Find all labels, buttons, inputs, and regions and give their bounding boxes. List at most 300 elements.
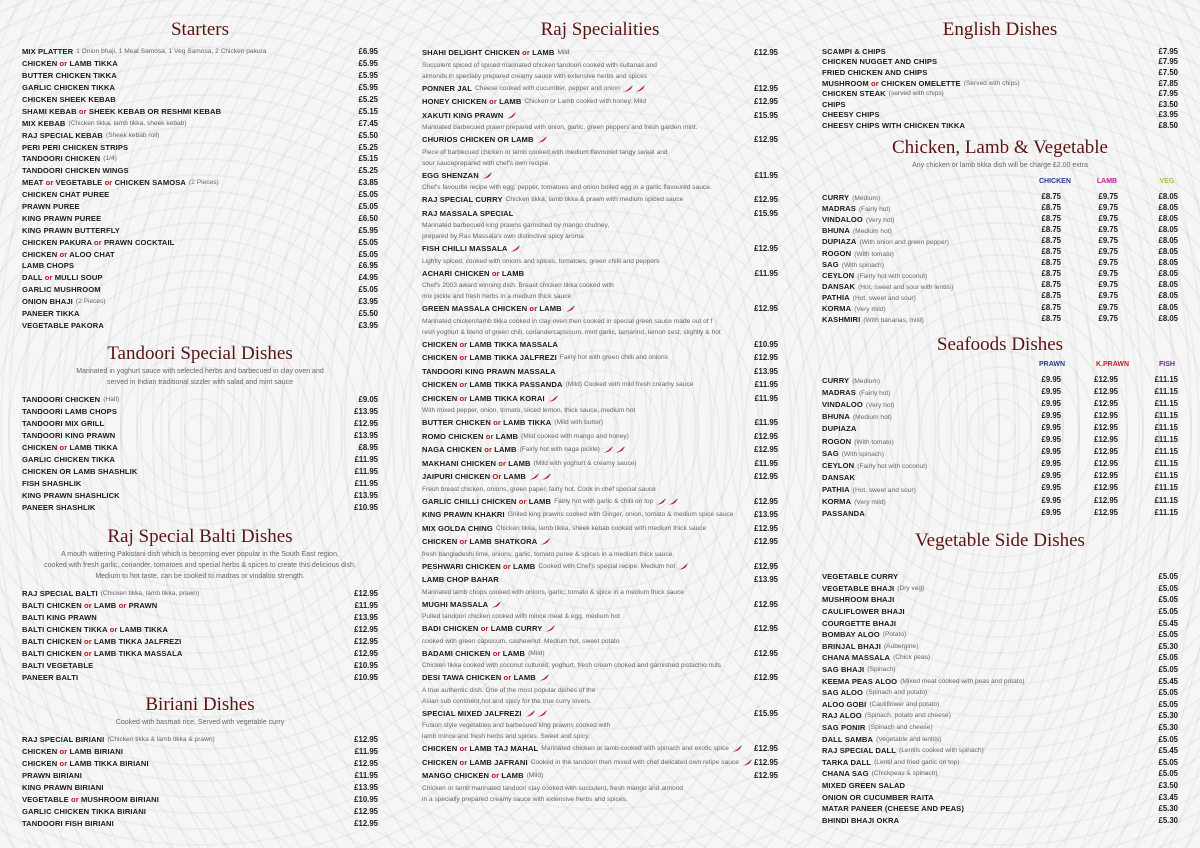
item-note: (Chickpeas & spinach)	[871, 770, 938, 778]
column-header-label: CHICKEN	[1039, 178, 1071, 186]
item-price: £5.05	[1158, 699, 1178, 709]
item-note: (With onion and green pepper)	[859, 239, 949, 247]
item-price: £11.95	[754, 170, 778, 180]
item-price: £5.45	[1158, 746, 1178, 756]
menu-item	[822, 265, 1178, 280]
item-name: EGG SHENZAN	[422, 170, 479, 180]
item-price-k-prawn: £12.95	[1094, 374, 1118, 384]
item-name: FRIED CHICKEN AND CHIPS	[822, 67, 928, 77]
chilli-rating	[491, 601, 501, 608]
menu-item	[22, 733, 378, 745]
menu-item	[422, 522, 778, 536]
menu-item	[22, 453, 378, 465]
item-note: Mild	[557, 49, 570, 57]
menu-item	[422, 82, 778, 96]
item-name: TARKA DALL	[822, 757, 872, 767]
menu-item	[22, 117, 378, 129]
item-price: £11.95	[754, 268, 778, 278]
section-balti	[22, 525, 378, 683]
item-price: £12.95	[754, 83, 778, 93]
item-price: £11.95	[754, 380, 778, 390]
or-connector: or	[45, 178, 54, 188]
item-price: £5.95	[358, 71, 378, 81]
menu-item	[822, 382, 1178, 398]
menu-item	[822, 394, 1178, 410]
item-name: SHAMI KEBAB or SHEEK KEBAB OR RESHMI KEBAB	[22, 106, 222, 116]
item-note: (served with chips)	[888, 90, 944, 98]
item-description: Marinated chicken/lamb tikka cooked in clay oven then cooked in special green sauce made out of f	[422, 317, 713, 325]
section-title: Chicken, Lamb & Vegetable	[892, 137, 1108, 158]
item-price-veg: £8.05	[1158, 258, 1178, 268]
item-price: £11.95	[354, 600, 378, 610]
item-name: SAG PONIR	[822, 723, 866, 733]
chilli-rating	[656, 498, 678, 505]
item-price: £13.95	[354, 406, 378, 416]
menu-item	[822, 768, 1178, 780]
item-price: £7.95	[1158, 57, 1178, 67]
chilli-rating	[742, 759, 752, 766]
menu-item	[22, 236, 378, 248]
chilli-rating	[482, 172, 492, 179]
section-title: Tandoori Special Dishes	[107, 343, 293, 364]
item-price: £3.45	[1158, 792, 1178, 802]
item-price-veg: £8.05	[1158, 302, 1178, 312]
or-connector: or	[459, 393, 468, 403]
menu-item	[822, 652, 1178, 664]
item-description: Asian sub continent,hot and spicy for the true curry lovers.	[422, 697, 592, 705]
menu-item	[822, 276, 1178, 291]
menu-item	[822, 231, 1178, 247]
or-connector: or	[498, 458, 507, 468]
item-name: FISH CHILLI MASSALA	[422, 244, 508, 254]
item-price-fish: £11.15	[1154, 410, 1178, 420]
chilli-rating	[529, 473, 551, 480]
menu-item	[22, 70, 378, 82]
chilli-icon	[742, 759, 752, 766]
menu-item	[22, 177, 378, 189]
item-description: sour sauceprepared with chef's own recipie.	[422, 159, 551, 167]
chilli-rating	[510, 245, 520, 252]
item-price: £13.95	[354, 612, 378, 622]
item-price: £12.95	[354, 588, 378, 598]
menu-items	[822, 571, 1178, 826]
item-price-chicken: £8.75	[1041, 191, 1061, 201]
menu-item	[22, 757, 378, 769]
item-price-lamb: £9.75	[1098, 280, 1118, 290]
or-connector: or	[503, 673, 512, 683]
menu-item	[22, 165, 378, 177]
item-price: £5.95	[358, 59, 378, 69]
menu-item	[422, 95, 778, 109]
item-price-veg: £8.05	[1158, 202, 1178, 212]
item-name: DUPIAZA	[822, 424, 857, 434]
menu-item	[22, 417, 378, 429]
or-connector: or	[59, 249, 68, 259]
item-price: £5.30	[1158, 723, 1178, 733]
item-price-prawn: £9.95	[1041, 374, 1061, 384]
menu-item	[822, 503, 1178, 519]
item-price: £12.95	[354, 636, 378, 646]
item-price: £5.50	[358, 130, 378, 140]
chilli-icon	[540, 538, 550, 545]
menu-item	[22, 817, 378, 829]
chilli-icon	[678, 563, 688, 570]
menu-item	[22, 489, 378, 501]
chilli-icon	[548, 395, 558, 402]
column-header	[1061, 360, 1130, 368]
item-price: £12.95	[754, 472, 778, 482]
item-note: (Aubergine)	[883, 642, 919, 650]
item-name: CHICKEN or LAMB SHATKORA	[422, 537, 538, 547]
item-price: £7.95	[1158, 89, 1178, 99]
item-name: BHINDI BHAJI OKRA	[822, 815, 900, 825]
or-connector: or	[491, 771, 500, 781]
item-price: £11.95	[754, 418, 778, 428]
item-name: DUPIAZA	[822, 237, 857, 247]
menu-item	[422, 302, 778, 316]
chilli-icon	[668, 498, 678, 505]
menu-item	[822, 455, 1178, 470]
column-header-label: K.PRAWN	[1096, 360, 1130, 368]
item-name: GARLIC MUSHROOM	[22, 285, 101, 295]
menu-item	[422, 207, 778, 221]
item-price: £12.95	[754, 244, 778, 254]
item-name: RAJ ALOO	[822, 711, 862, 721]
chilli-icon	[635, 85, 645, 92]
item-name-cell	[822, 503, 1003, 521]
description-line: Medium to hot taste, can be cooked to madras or vindaloo strength.	[95, 573, 305, 580]
description-line: Any chicken or lamb tikka dish will be charge £2.00 extra	[912, 162, 1088, 169]
item-name: KING PRAWN BIRIANI	[22, 782, 104, 792]
menu-item	[22, 58, 378, 70]
item-name: CHURIOS CHICKEN OR LAMB	[422, 135, 534, 145]
item-name: SAG	[822, 259, 839, 269]
item-name: MUGHI MASSALA	[422, 599, 489, 609]
item-price: £5.15	[358, 106, 378, 116]
menu-item	[22, 611, 378, 623]
item-price: £9.05	[358, 394, 378, 404]
item-price-chicken: £8.75	[1041, 269, 1061, 279]
item-name: KORMA	[822, 304, 852, 314]
or-connector: or	[522, 48, 530, 58]
item-price-k-prawn: £12.95	[1094, 435, 1118, 445]
menu-item	[822, 629, 1178, 641]
section-chicken-lamb-vegetable	[822, 136, 1178, 325]
item-note: Marinated chicken or lamb cooked with spinach and exotic spice	[541, 745, 729, 753]
item-price: £10.95	[754, 339, 778, 349]
menu-item	[422, 508, 778, 522]
item-price: £12.95	[354, 418, 378, 428]
menu-item	[422, 267, 778, 281]
section-description	[22, 717, 378, 728]
menu-item	[422, 573, 778, 587]
item-price-lamb: £9.75	[1098, 313, 1118, 323]
item-name: VEGETABLE or MUSHROOM BIRIANI	[22, 794, 159, 804]
item-name: PERI PERI CHICKEN STRIPS	[22, 142, 129, 152]
item-note: 1 Onion bhaji, 1 Meat Samosa, 1 Veg Samosa, 2 Chicken pakura	[76, 48, 267, 56]
item-price: £12.95	[754, 135, 778, 145]
menu-items	[822, 46, 1178, 131]
menu-item	[822, 606, 1178, 618]
menu-item	[422, 470, 778, 484]
item-name: ROGON	[822, 248, 852, 258]
menu-item	[822, 254, 1178, 269]
item-name: VINDALOO	[822, 215, 863, 225]
item-name: TANDOORI LAMB CHOPS	[22, 406, 117, 416]
item-name: XAKUTI KING PRAWN	[422, 110, 504, 120]
menu-item	[822, 467, 1178, 482]
item-description: Succulent spiced of spiced marinated chicken tandoori cooked with sultanas and	[422, 61, 657, 69]
item-price: £12.95	[754, 523, 778, 533]
item-price-lamb: £9.75	[1098, 258, 1118, 268]
item-price-prawn: £9.95	[1041, 471, 1061, 481]
item-price: £12.95	[354, 734, 378, 744]
chilli-icon	[615, 446, 625, 453]
menu-item	[822, 209, 1178, 225]
item-name: CHICKEN CHAT PUREE	[22, 190, 110, 200]
item-name: VINDALOO	[822, 400, 863, 410]
item-price-chicken: £8.75	[1041, 247, 1061, 257]
item-name: PANEER TIKKA	[22, 309, 80, 319]
item-price: £5.30	[1158, 815, 1178, 825]
item-price-lamb: £9.75	[1098, 247, 1118, 257]
item-price-fish: £11.15	[1154, 422, 1178, 432]
item-price-lamb: £9.75	[1098, 213, 1118, 223]
item-name: NAGA CHICKEN or LAMB	[422, 445, 517, 455]
item-note: (Medium hot)	[852, 414, 892, 422]
section-title: Raj Special Balti Dishes	[107, 526, 293, 547]
item-price: £7.50	[1158, 67, 1178, 77]
item-note: (Lentil and fried garlic on top)	[874, 758, 960, 766]
or-connector: or	[59, 746, 68, 756]
item-description: cooked with green capsicum, cashewnut. Medium hot, sweet potato	[422, 637, 620, 645]
menu-item	[822, 687, 1178, 699]
item-name: DALL or MULLI SOUP	[22, 273, 103, 283]
section-title: Vegetable Side Dishes	[915, 530, 1085, 551]
menu-item	[822, 745, 1178, 757]
menu-item	[822, 110, 1178, 121]
menu-item	[22, 153, 378, 165]
menu-item	[22, 769, 378, 781]
item-price-k-prawn: £12.95	[1094, 495, 1118, 505]
item-price-k-prawn: £12.95	[1094, 459, 1118, 469]
or-connector: or	[59, 59, 68, 69]
item-name: BALTI VEGETABLE	[22, 660, 94, 670]
item-price: £12.95	[754, 496, 778, 506]
item-name: KING PRAWN KHAKRI	[422, 510, 505, 520]
item-price: £12.95	[754, 744, 778, 754]
menu-item	[22, 623, 378, 635]
item-note: (Very mild)	[854, 306, 886, 314]
item-price: £5.05	[1158, 734, 1178, 744]
item-name: CEYLON	[822, 460, 855, 470]
section-title: Biriani Dishes	[145, 694, 255, 715]
menu-item	[822, 431, 1178, 446]
item-price-k-prawn: £12.95	[1094, 471, 1118, 481]
item-note: Cooked in the tandoori then mixed with chef delicated own retipe sauce	[530, 758, 739, 766]
section-title: Starters	[170, 19, 230, 40]
item-name: PANEER SHASHLIK	[22, 502, 96, 512]
chilli-icon	[529, 473, 539, 480]
item-name: CHICKEN or LAMB TIKKA KORAI	[422, 393, 545, 403]
chilli-icon	[539, 674, 549, 681]
item-name: KASHMIRI	[822, 315, 861, 325]
menu-item	[22, 587, 378, 599]
item-description: Chef's 2003 award winning dish. Breast chicken tikka cooked with	[422, 282, 614, 289]
chilli-rating	[540, 538, 550, 545]
item-price: £12.95	[754, 97, 778, 107]
item-price-prawn: £9.95	[1041, 398, 1061, 408]
menu-item	[822, 722, 1178, 734]
item-price: £12.95	[354, 806, 378, 816]
item-name: PATHIA	[822, 292, 850, 302]
item-name: BALTI KING PRAWN	[22, 612, 97, 622]
menu-item	[422, 242, 778, 256]
item-price: £12.95	[754, 537, 778, 547]
item-price-fish: £11.15	[1154, 495, 1178, 505]
item-note: (Vegetable and lentils)	[876, 735, 942, 743]
item-name: CHICKEN or LAMB TIKKA MASSALA	[422, 339, 558, 349]
or-connector: or	[518, 496, 527, 506]
menu-item	[22, 46, 378, 58]
chilli-icon	[541, 473, 551, 480]
menu-item	[422, 338, 778, 352]
menu-item	[822, 594, 1178, 606]
menu-item	[822, 298, 1178, 314]
item-name: BADAMI CHICKEN or LAMB	[422, 648, 526, 658]
item-price-chicken: £8.75	[1041, 280, 1061, 290]
item-price-veg: £8.05	[1158, 191, 1178, 201]
description-line: Marinated in yoghurt sauce with selected herbs and barbecued in clay oven and	[76, 368, 324, 375]
item-price: £12.95	[754, 304, 778, 314]
item-price: £5.05	[1158, 769, 1178, 779]
item-name: DANSAK	[822, 281, 856, 291]
section-description	[22, 549, 378, 582]
right-column	[822, 0, 1178, 848]
menu-item	[22, 599, 378, 611]
item-name: TANDOORI MIX GRILL	[22, 418, 105, 428]
item-price-chicken: £8.75	[1041, 213, 1061, 223]
menu-item	[822, 443, 1178, 458]
item-name: BADI CHICKEN or LAMB CURRY	[422, 624, 543, 634]
item-price-chicken: £8.75	[1041, 202, 1061, 212]
item-note: (Fairly hot)	[858, 390, 891, 398]
item-price: £5.95	[358, 225, 378, 235]
item-name: CHICKEN STEAK	[822, 89, 886, 99]
menu-item	[422, 756, 778, 770]
or-connector: or	[485, 431, 494, 441]
item-note: Cooked with Chef's special recipe. Medium hot	[538, 562, 676, 570]
chilli-rating	[732, 745, 742, 752]
item-name: MUSHROOM or CHICKEN OMELETTE	[822, 78, 961, 88]
item-price-chicken: £8.75	[1041, 258, 1061, 268]
menu-item	[822, 803, 1178, 815]
item-price: £12.95	[754, 561, 778, 571]
menu-item	[822, 88, 1178, 99]
menu-item	[822, 120, 1178, 131]
item-note: (Mild)	[528, 649, 545, 657]
chilli-icon	[656, 498, 666, 505]
item-note: (Mild with butter)	[554, 419, 604, 427]
item-name: CHICKEN or ALOO CHAT	[22, 249, 115, 259]
item-price: £12.95	[354, 624, 378, 634]
item-name: CHANA MASSALA	[822, 653, 891, 663]
item-note: (Fairly hot with coconut)	[857, 462, 928, 470]
menu-item	[822, 571, 1178, 583]
item-price-lamb: £9.75	[1098, 269, 1118, 279]
menu-item	[22, 319, 378, 331]
item-name-cell	[822, 309, 1003, 327]
item-name: TANDOORI KING PRAWN MASSALA	[422, 366, 556, 376]
item-name: VEGETABLE PAKORA	[22, 320, 104, 330]
item-name: MIX PLATTER	[22, 47, 74, 57]
item-note: (Spinach and cheese)	[868, 724, 933, 732]
menu-items	[22, 587, 378, 683]
item-price: £5.05	[1158, 757, 1178, 767]
item-note: (Half)	[103, 395, 120, 403]
section-biriani	[22, 693, 378, 829]
or-connector: or	[459, 339, 468, 349]
item-name: CHICKEN or LAMB TIKKA	[22, 59, 118, 69]
section-title: Raj Specialities	[540, 19, 660, 40]
item-description: fresh bangladeshi lime, onions, garlic, tomato puree & spices in a medium thick sauce.	[422, 550, 675, 558]
menu-item	[822, 675, 1178, 687]
column-header	[1118, 361, 1178, 368]
item-price-k-prawn: £12.95	[1094, 507, 1118, 517]
item-note: (Mild cooked with mango and honey)	[521, 432, 629, 440]
item-name: BRINJAL BHAJI	[822, 641, 881, 651]
item-name: RAJ SPECIAL DALL	[822, 746, 897, 756]
menu-item	[422, 416, 778, 430]
item-name: MAKHANI CHICKEN or LAMB	[422, 458, 531, 468]
item-name: MANGO CHICKEN or LAMB	[422, 771, 524, 781]
menu-item	[422, 169, 778, 183]
item-price: £7.45	[358, 118, 378, 128]
item-name: GARLIC CHILLI CHICKEN or LAMB	[422, 496, 552, 506]
item-note: (Mild) Cooked with mild fresh creamy sauce	[565, 381, 694, 389]
menu-item	[422, 109, 778, 123]
item-note: Cheese cooked with cucumber, pepper and onion	[474, 84, 620, 92]
or-connector: or	[529, 304, 538, 314]
menu-items	[22, 393, 378, 513]
or-connector: or	[59, 442, 68, 452]
chilli-icon	[603, 446, 613, 453]
item-price: £12.95	[754, 771, 778, 781]
item-description: almonds in specially prepared creamy sauce with extensive herbs and spices	[422, 72, 648, 80]
item-price: £8.50	[1158, 120, 1178, 130]
menu-item	[422, 392, 778, 406]
item-price-chicken: £8.75	[1041, 291, 1061, 301]
item-price: £3.95	[358, 297, 378, 307]
item-description: Fusion style vegetables and barbecued king prawns cooked with	[422, 722, 611, 729]
menu-item	[22, 501, 378, 513]
item-price: £13.95	[754, 575, 778, 585]
item-name: CHICKEN or LAMB BIRIANI	[22, 746, 124, 756]
item-description: Marinated lamb chops cooked with onions, garlic, tomato & spice in a medium thick sauce	[422, 588, 685, 596]
menu-items	[22, 733, 378, 829]
item-description: Piece of barbecued chicken or lamb cooked with medium flavoured tangy sweat and	[422, 148, 668, 156]
item-price-k-prawn: £12.95	[1094, 447, 1118, 457]
column-header-label: VEG	[1159, 178, 1175, 186]
item-price: £15.95	[754, 208, 778, 218]
item-price-fish: £11.15	[1154, 447, 1178, 457]
item-name: CHIPS	[822, 99, 846, 109]
item-price: £6.95	[358, 261, 378, 271]
section-vegetable-side-dishes	[822, 529, 1178, 826]
chilli-icon	[623, 85, 633, 92]
menu-item	[422, 46, 778, 60]
item-name: CHANA SAG	[822, 769, 869, 779]
